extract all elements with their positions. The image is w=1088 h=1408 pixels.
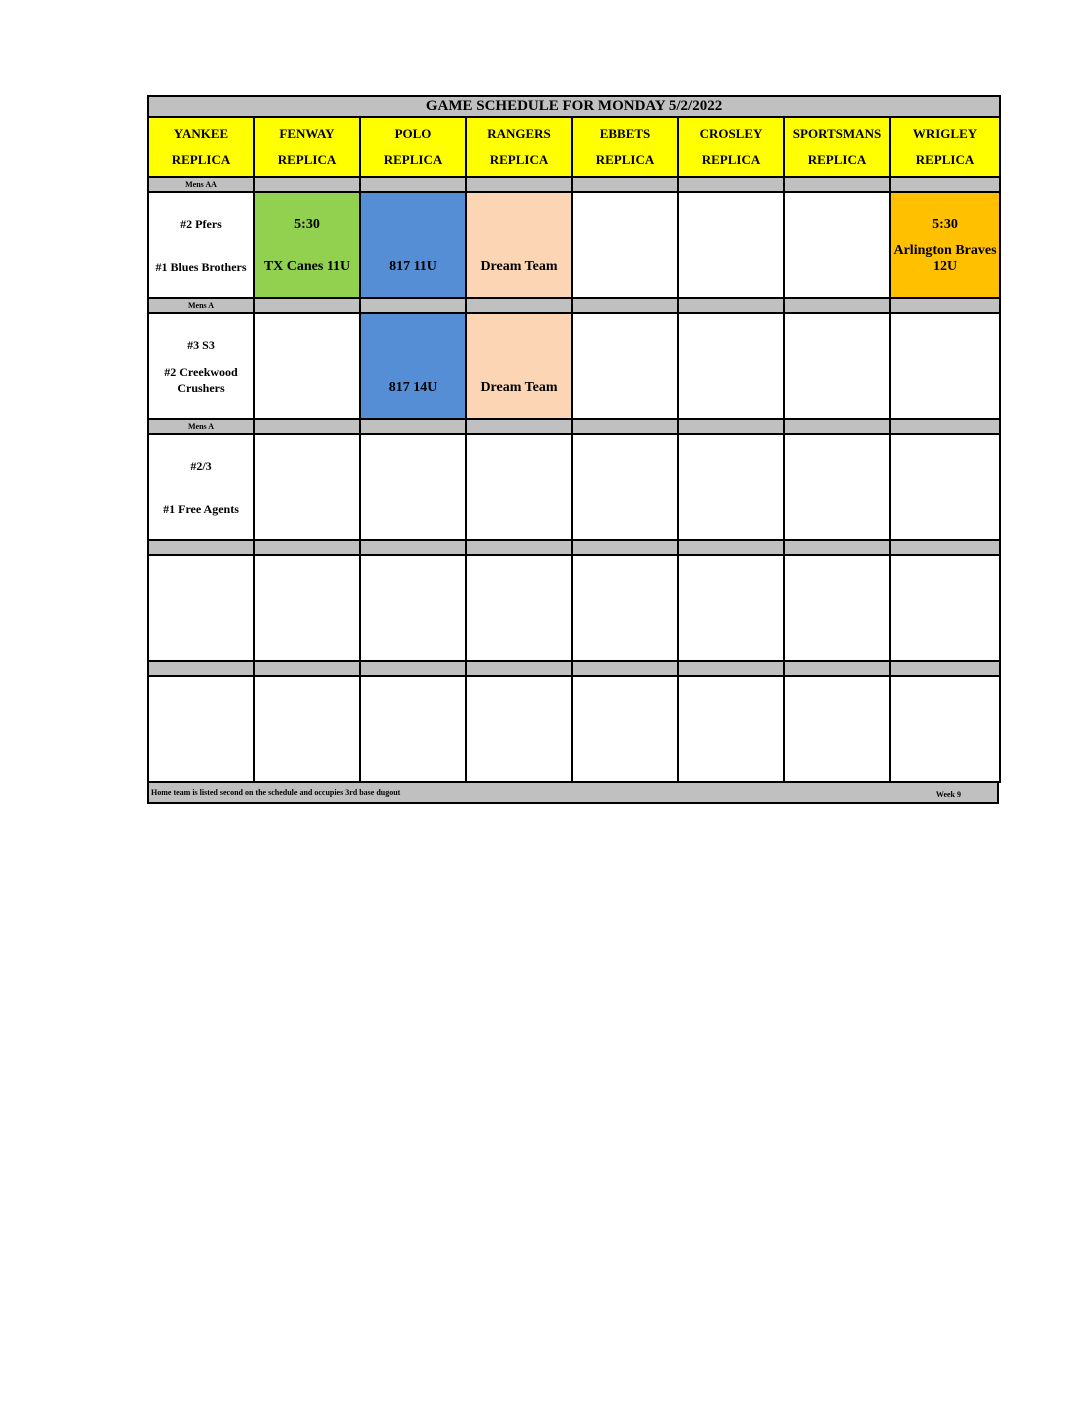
game-time: 5:30 bbox=[932, 217, 958, 232]
team-name bbox=[575, 741, 675, 769]
team-name: Dream Team bbox=[480, 259, 558, 274]
footer-wrap bbox=[147, 781, 999, 804]
footer-cell bbox=[148, 782, 998, 803]
cell-content bbox=[679, 320, 783, 412]
game-row bbox=[148, 192, 1000, 298]
field-header-polo bbox=[360, 117, 466, 177]
team-name bbox=[363, 620, 463, 648]
game-cell bbox=[360, 192, 466, 298]
team-name bbox=[363, 499, 463, 527]
game-time bbox=[363, 689, 463, 719]
field-name: WRIGLEY bbox=[912, 126, 978, 141]
game-time bbox=[575, 689, 675, 719]
field-header-ebbets bbox=[572, 117, 678, 177]
game-time bbox=[681, 447, 781, 477]
separator-cell bbox=[890, 419, 1000, 434]
division-separator-row bbox=[148, 661, 1000, 676]
separator-cell bbox=[466, 177, 572, 192]
division-label: Mens A bbox=[148, 419, 254, 434]
game-cell bbox=[360, 313, 466, 419]
game-cell bbox=[360, 676, 466, 782]
team-name: 817 14U bbox=[388, 380, 438, 395]
division-separator-row bbox=[148, 540, 1000, 555]
field-header-row bbox=[148, 117, 1000, 177]
team-name bbox=[681, 741, 781, 769]
field-subtitle: REPLICA bbox=[171, 152, 231, 167]
game-time bbox=[787, 205, 887, 235]
game-time bbox=[787, 326, 887, 356]
game-cell bbox=[572, 192, 678, 298]
schedule-sheet bbox=[147, 95, 999, 804]
team-name bbox=[787, 257, 887, 285]
schedule-table bbox=[147, 95, 1001, 783]
cell-content bbox=[467, 683, 571, 775]
away-team: #3 S3 bbox=[187, 338, 215, 352]
title-row bbox=[148, 96, 1000, 117]
team-name: Arlington Braves 12U bbox=[893, 243, 997, 274]
team-name bbox=[469, 741, 569, 769]
separator-cell bbox=[466, 298, 572, 313]
game-time bbox=[363, 447, 463, 477]
field-header-wrigley bbox=[890, 117, 1000, 177]
game-time bbox=[681, 568, 781, 598]
separator-cell bbox=[890, 177, 1000, 192]
separator-cell bbox=[678, 419, 784, 434]
cell-content bbox=[891, 683, 999, 775]
footer-note: Home team is listed second on the schedule and occupies 3rd base dugout bbox=[151, 788, 401, 797]
separator-cell bbox=[572, 298, 678, 313]
game-cell bbox=[254, 313, 360, 419]
cell-content bbox=[679, 441, 783, 533]
team-name bbox=[893, 741, 997, 769]
separator-cell bbox=[360, 298, 466, 313]
game-cell bbox=[254, 192, 360, 298]
separator-cell bbox=[784, 177, 890, 192]
team-name bbox=[893, 378, 997, 406]
game-cell bbox=[572, 676, 678, 782]
separator-cell bbox=[466, 419, 572, 434]
cell-content bbox=[573, 199, 677, 291]
game-cell bbox=[360, 434, 466, 540]
cell-content bbox=[679, 683, 783, 775]
separator-cell bbox=[254, 419, 360, 434]
game-cell bbox=[360, 555, 466, 661]
team-name bbox=[787, 741, 887, 769]
division-separator-row bbox=[148, 298, 1000, 313]
game-cell bbox=[254, 676, 360, 782]
cell-content bbox=[255, 199, 359, 291]
separator-cell bbox=[360, 177, 466, 192]
game-time bbox=[893, 689, 997, 719]
field-name: RANGERS bbox=[487, 126, 551, 141]
game-cell bbox=[890, 555, 1000, 661]
cell-content bbox=[255, 562, 359, 654]
separator-cell bbox=[572, 419, 678, 434]
away-team: #2/3 bbox=[190, 459, 212, 473]
matchup-cell bbox=[148, 192, 254, 298]
cell-content bbox=[149, 562, 253, 654]
cell-content bbox=[785, 683, 889, 775]
separator-cell bbox=[678, 661, 784, 676]
game-time bbox=[469, 447, 569, 477]
game-time bbox=[681, 689, 781, 719]
cell-content bbox=[573, 562, 677, 654]
separator-cell bbox=[360, 419, 466, 434]
separator-cell bbox=[890, 298, 1000, 313]
field-header-fenway bbox=[254, 117, 360, 177]
separator-cell bbox=[678, 540, 784, 555]
separator-cell bbox=[890, 540, 1000, 555]
team-name bbox=[575, 378, 675, 406]
separator-cell bbox=[572, 177, 678, 192]
matchup-cell bbox=[148, 555, 254, 661]
cell-content bbox=[255, 320, 359, 412]
away-team bbox=[151, 568, 251, 598]
separator-cell bbox=[784, 298, 890, 313]
home-team: #2 Creekwood Crushers bbox=[164, 365, 238, 395]
field-name: SPORTSMANS bbox=[792, 126, 882, 141]
cell-content bbox=[679, 199, 783, 291]
field-name: POLO bbox=[394, 126, 432, 141]
game-time: 5:30 bbox=[294, 217, 320, 232]
team-name bbox=[681, 378, 781, 406]
week-label: Week 9 bbox=[935, 790, 961, 799]
game-cell bbox=[784, 313, 890, 419]
cell-content bbox=[361, 441, 465, 533]
game-time bbox=[363, 205, 463, 235]
team-name bbox=[787, 378, 887, 406]
separator-cell bbox=[254, 540, 360, 555]
game-cell bbox=[890, 676, 1000, 782]
footer-table bbox=[147, 781, 999, 804]
separator-cell bbox=[254, 298, 360, 313]
game-row bbox=[148, 676, 1000, 782]
cell-content bbox=[255, 683, 359, 775]
game-time bbox=[363, 326, 463, 356]
game-cell bbox=[890, 192, 1000, 298]
field-subtitle: REPLICA bbox=[489, 152, 549, 167]
team-name: 817 11U bbox=[389, 259, 437, 274]
game-time bbox=[469, 689, 569, 719]
field-header-sportsmans bbox=[784, 117, 890, 177]
cell-content bbox=[149, 199, 253, 291]
separator-cell bbox=[784, 540, 890, 555]
field-header-crosley bbox=[678, 117, 784, 177]
game-cell bbox=[254, 555, 360, 661]
team-name bbox=[469, 499, 569, 527]
game-time bbox=[469, 326, 569, 356]
game-time bbox=[787, 447, 887, 477]
separator-cell bbox=[890, 661, 1000, 676]
home-team bbox=[151, 620, 251, 648]
cell-content bbox=[361, 199, 465, 291]
field-name: EBBETS bbox=[599, 126, 651, 141]
cell-content bbox=[573, 320, 677, 412]
game-time bbox=[257, 689, 357, 719]
separator-cell bbox=[572, 661, 678, 676]
game-cell bbox=[466, 313, 572, 419]
separator-cell bbox=[678, 298, 784, 313]
cell-content bbox=[573, 683, 677, 775]
field-header-rangers bbox=[466, 117, 572, 177]
field-subtitle: REPLICA bbox=[701, 152, 761, 167]
cell-content bbox=[891, 562, 999, 654]
team-name bbox=[257, 741, 357, 769]
game-time bbox=[469, 205, 569, 235]
game-time bbox=[257, 447, 357, 477]
field-subtitle: REPLICA bbox=[595, 152, 655, 167]
team-name bbox=[893, 499, 997, 527]
team-name bbox=[363, 741, 463, 769]
separator-cell bbox=[254, 661, 360, 676]
game-cell bbox=[784, 434, 890, 540]
away-team bbox=[151, 689, 251, 719]
game-row bbox=[148, 313, 1000, 419]
schedule-title: GAME SCHEDULE FOR MONDAY 5/2/2022 bbox=[148, 96, 1000, 117]
cell-content bbox=[361, 320, 465, 412]
team-name bbox=[787, 620, 887, 648]
game-cell bbox=[572, 313, 678, 419]
footer-row bbox=[148, 782, 998, 803]
game-time bbox=[575, 326, 675, 356]
game-time bbox=[681, 326, 781, 356]
cell-content bbox=[891, 199, 999, 291]
home-team: #1 Free Agents bbox=[163, 502, 239, 516]
cell-content bbox=[467, 199, 571, 291]
game-time bbox=[575, 205, 675, 235]
team-name bbox=[575, 257, 675, 285]
game-time bbox=[681, 205, 781, 235]
home-team: #1 Blues Brothers bbox=[155, 260, 247, 274]
team-name bbox=[893, 620, 997, 648]
separator-cell bbox=[360, 661, 466, 676]
cell-content bbox=[785, 441, 889, 533]
team-name bbox=[575, 620, 675, 648]
cell-content bbox=[467, 441, 571, 533]
separator-cell bbox=[360, 540, 466, 555]
matchup-cell bbox=[148, 434, 254, 540]
team-name bbox=[257, 378, 357, 406]
team-name bbox=[681, 499, 781, 527]
cell-content bbox=[467, 562, 571, 654]
cell-content bbox=[891, 320, 999, 412]
cell-content bbox=[679, 562, 783, 654]
division-label: Mens A bbox=[148, 298, 254, 313]
game-time bbox=[787, 568, 887, 598]
game-cell bbox=[784, 192, 890, 298]
cell-content bbox=[467, 320, 571, 412]
division-separator-row bbox=[148, 419, 1000, 434]
game-row bbox=[148, 434, 1000, 540]
separator-cell bbox=[254, 177, 360, 192]
game-time bbox=[787, 689, 887, 719]
team-name bbox=[787, 499, 887, 527]
team-name bbox=[575, 499, 675, 527]
game-cell bbox=[254, 434, 360, 540]
separator-cell bbox=[466, 540, 572, 555]
game-time bbox=[257, 568, 357, 598]
away-team: #2 Pfers bbox=[180, 217, 222, 231]
team-name bbox=[257, 620, 357, 648]
division-label bbox=[148, 540, 254, 555]
division-separator-row bbox=[148, 177, 1000, 192]
game-cell bbox=[466, 676, 572, 782]
cell-content bbox=[149, 683, 253, 775]
game-cell bbox=[784, 555, 890, 661]
field-subtitle: REPLICA bbox=[915, 152, 975, 167]
game-time bbox=[469, 568, 569, 598]
game-cell bbox=[784, 676, 890, 782]
cell-content bbox=[785, 320, 889, 412]
game-cell bbox=[890, 434, 1000, 540]
field-name: YANKEE bbox=[173, 126, 229, 141]
cell-content bbox=[361, 683, 465, 775]
game-cell bbox=[678, 192, 784, 298]
game-cell bbox=[572, 434, 678, 540]
cell-content bbox=[891, 441, 999, 533]
cell-content bbox=[361, 562, 465, 654]
game-time bbox=[893, 568, 997, 598]
game-cell bbox=[466, 192, 572, 298]
field-header-yankee bbox=[148, 117, 254, 177]
game-cell bbox=[678, 676, 784, 782]
field-name: CROSLEY bbox=[699, 126, 763, 141]
game-time bbox=[893, 447, 997, 477]
team-name: TX Canes 11U bbox=[263, 259, 351, 274]
team-name: Dream Team bbox=[480, 380, 558, 395]
cell-content bbox=[149, 441, 253, 533]
field-subtitle: REPLICA bbox=[277, 152, 337, 167]
game-cell bbox=[466, 555, 572, 661]
game-cell bbox=[572, 555, 678, 661]
cell-content bbox=[149, 320, 253, 412]
field-subtitle: REPLICA bbox=[807, 152, 867, 167]
game-cell bbox=[678, 313, 784, 419]
separator-cell bbox=[572, 540, 678, 555]
field-subtitle: REPLICA bbox=[383, 152, 443, 167]
matchup-cell bbox=[148, 313, 254, 419]
game-cell bbox=[678, 434, 784, 540]
separator-cell bbox=[678, 177, 784, 192]
game-cell bbox=[466, 434, 572, 540]
team-name bbox=[257, 499, 357, 527]
game-time bbox=[575, 568, 675, 598]
cell-content bbox=[573, 441, 677, 533]
division-label bbox=[148, 661, 254, 676]
home-team bbox=[151, 741, 251, 769]
separator-cell bbox=[784, 661, 890, 676]
separator-cell bbox=[784, 419, 890, 434]
cell-content bbox=[785, 562, 889, 654]
game-time bbox=[257, 326, 357, 356]
team-name bbox=[681, 620, 781, 648]
team-name bbox=[469, 620, 569, 648]
game-time bbox=[893, 326, 997, 356]
separator-cell bbox=[466, 661, 572, 676]
game-time bbox=[363, 568, 463, 598]
cell-content bbox=[785, 199, 889, 291]
game-time bbox=[575, 447, 675, 477]
game-row bbox=[148, 555, 1000, 661]
division-label: Mens AA bbox=[148, 177, 254, 192]
matchup-cell bbox=[148, 676, 254, 782]
game-cell bbox=[890, 313, 1000, 419]
game-cell bbox=[678, 555, 784, 661]
team-name bbox=[681, 257, 781, 285]
field-name: FENWAY bbox=[279, 126, 335, 141]
cell-content bbox=[255, 441, 359, 533]
